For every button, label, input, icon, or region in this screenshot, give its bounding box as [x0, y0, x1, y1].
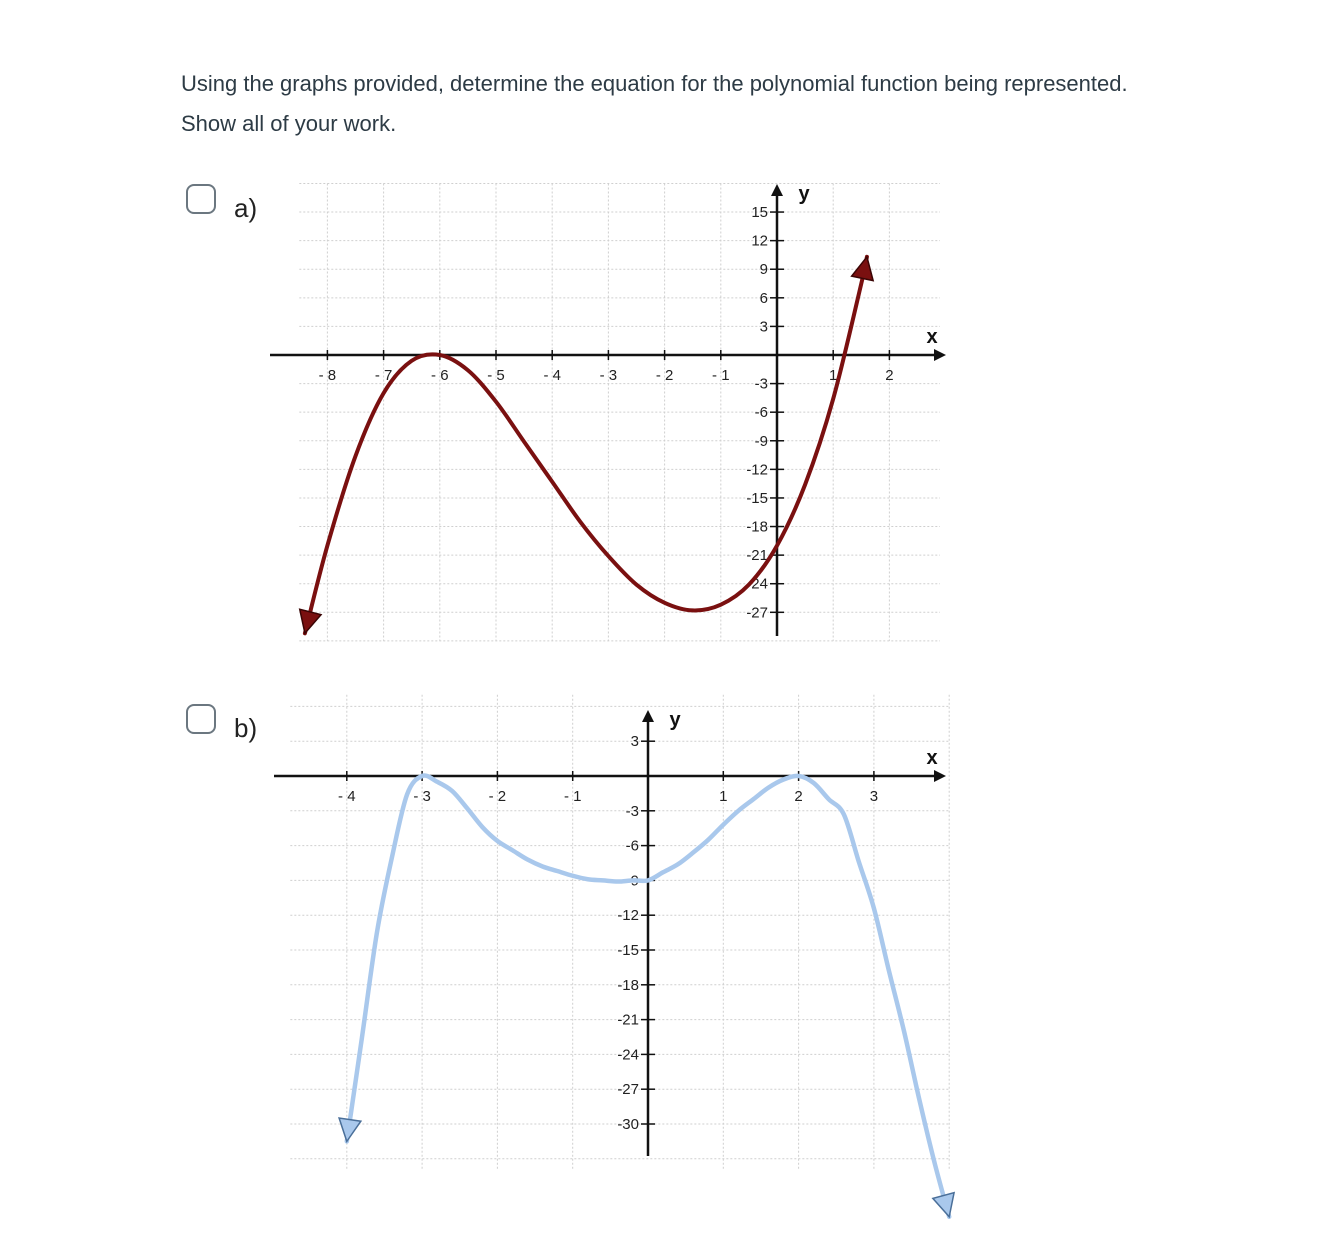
- graph-a-x-tick-label: - 3: [599, 367, 618, 384]
- graph-a-y-tick-label: -9: [754, 432, 768, 450]
- graph-b-x-tick-label: 3: [869, 788, 879, 805]
- graph-b-x-tick-label: - 4: [338, 788, 356, 805]
- graph-b-y-tick-label: -15: [617, 942, 639, 959]
- graph-a-x-tick-label: - 8: [318, 367, 337, 384]
- graph-a-x-tick-label: - 5: [487, 367, 505, 384]
- graph-b-y-tick-label: -6: [625, 837, 639, 855]
- graph-a-y-tick-label: 3: [759, 318, 768, 336]
- graph-a-x-tick-label: 1: [829, 367, 838, 384]
- graph-b-y-tick-label: -12: [617, 907, 639, 925]
- graph-a-y-tick-label: 15: [751, 204, 768, 222]
- graph-a-x-tick-label: - 2: [655, 367, 674, 384]
- question-a-label: a): [234, 193, 258, 223]
- graph-b-y-tick-label: -18: [617, 976, 639, 994]
- graph-a-y-axis-label: y: [798, 183, 810, 205]
- graph-b-x-tick-label: 1: [719, 788, 728, 805]
- graph-a-y-tick-label: -15: [746, 489, 768, 507]
- graph-b-x-tick-label: 2: [794, 788, 803, 805]
- graph-b-y-tick-label: -3: [625, 802, 639, 820]
- graph-b-y-tick-label: 3: [630, 733, 639, 751]
- graph-a-y-tick-label: 6: [759, 289, 768, 307]
- graph-a-y-tick-label: -6: [754, 404, 768, 422]
- graph-b-curve-arrow-end: [933, 1193, 954, 1217]
- graph-a-y-tick-label: -3: [754, 375, 768, 393]
- graph-b-x-tick-label: - 2: [488, 788, 507, 805]
- graph-a-x-tick-label: - 4: [543, 367, 561, 384]
- graph-a-y-tick-label: 9: [759, 261, 768, 279]
- graph-b-y-axis-label: y: [669, 709, 681, 731]
- graph-a-x-tick-label: - 6: [431, 367, 449, 384]
- graph-b-x-axis-arrow: [934, 770, 946, 782]
- graph-a-y-tick-label: 12: [751, 232, 768, 250]
- graph-a-y-tick-label: -18: [746, 518, 768, 536]
- graph-b-x-tick-label: - 3: [413, 788, 431, 805]
- graph-b-y-tick-label: -21: [617, 1011, 639, 1029]
- graph-b-y-axis-arrow: [642, 710, 654, 722]
- graph-b-x-axis-label: x: [926, 747, 938, 769]
- graph-a-y-tick-label: -12: [746, 461, 768, 479]
- graph-b-curve-arrow-start: [339, 1118, 361, 1141]
- graph-b-x-tick-label: - 1: [563, 788, 582, 805]
- graph-b-y-tick-label: -24: [617, 1046, 639, 1064]
- graph-a-x-tick-label: - 7: [374, 367, 393, 384]
- graph-a-y-tick-label: -21: [746, 547, 768, 565]
- question-b-label: b): [234, 713, 258, 743]
- graph-b-y-tick-label: -9: [625, 872, 639, 890]
- graph-a-x-axis-label: x: [926, 326, 938, 348]
- prompt-line-1: Using the graphs provided, determine the equation for the polynomial function being represented.: [181, 71, 1128, 96]
- graph-a-y-tick-label: -27: [746, 604, 768, 622]
- graph-a-y-tick-label: -24: [746, 575, 768, 593]
- graph-b-y-tick-label: -27: [617, 1081, 639, 1099]
- prompt-line-2: Show all of your work.: [181, 111, 397, 136]
- graph-b-y-tick-label: -30: [617, 1116, 639, 1133]
- graph-a-x-tick-label: - 1: [712, 367, 730, 384]
- graph-a-x-tick-label: 2: [885, 367, 894, 384]
